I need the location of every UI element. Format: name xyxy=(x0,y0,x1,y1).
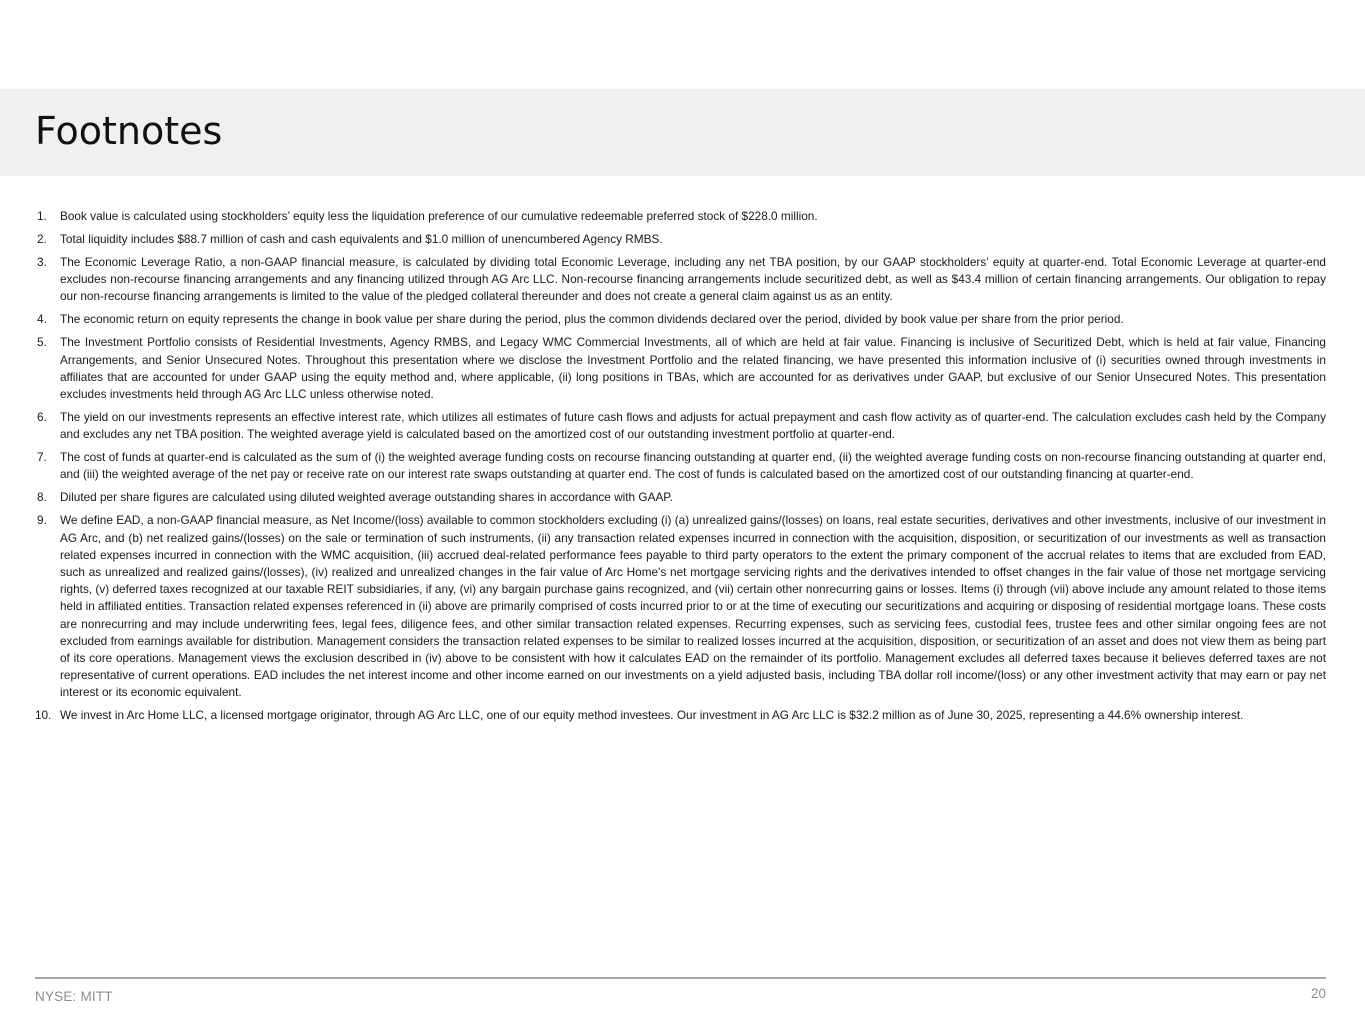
footnote-number: 3. xyxy=(37,255,47,269)
footnote-text: Total liquidity includes $88.7 million of cash and cash equivalents and $1.0 million of unencumbered Agency RMBS. xyxy=(60,232,663,246)
footnote-item xyxy=(35,311,1326,328)
page-number: 20 xyxy=(1310,986,1326,1001)
footnote-number: 10. xyxy=(35,708,52,723)
footnote-text: Diluted per share figures are calculated using diluted weighted average outstanding shares in accordance with GAAP. xyxy=(60,490,673,505)
footnote-item xyxy=(35,512,1326,701)
footnote-item xyxy=(35,334,1326,403)
footnote-item xyxy=(35,489,1326,506)
footnote-number: 8. xyxy=(37,490,47,505)
footnote-item xyxy=(35,449,1326,483)
footnote-item xyxy=(35,231,1326,248)
footnote-number: 7. xyxy=(37,450,47,465)
footnote-text: Book value is calculated using stockholders’ equity less the liquidation preference of our cumulative redeemable preferred stock of $228.0 million. xyxy=(60,209,818,223)
footnote-item xyxy=(35,208,1326,225)
footer-ticker: NYSE: MITT xyxy=(35,989,113,1004)
footnote-number: 4. xyxy=(37,312,47,327)
footnote-item xyxy=(35,707,1326,724)
footnote-item xyxy=(35,254,1326,306)
footnote-text: The cost of funds at quarter-end is calculated as the sum of (i) the weighted average funding costs on recourse financing outstanding at quarter end, (ii) the weighted average funding costs on non-recourse financing outstanding at quarter end, and (iii) the weighted average of the net pay or receive rate on our interest rate swaps outstanding at quarter end. The cost of funds is calculated based on the amortized cost of our outstanding financing at quarter-end. xyxy=(60,450,1326,482)
footnote-text: We invest in Arc Home LLC, a licensed mortgage originator, through AG Arc LLC, one of our equity method investees. Our investment in AG Arc LLC is $32.2 million as of June 30, 2025, representing a 44.6% ownership interest. xyxy=(60,708,1244,723)
page-title: Footnotes xyxy=(35,109,223,153)
footnote-text: The Investment Portfolio consists of Residential Investments, Agency RMBS, and Legacy WMC Commercial Investments, all of which are held at fair value. Financing is inclusive of Securitized Debt, which is held at fair value, Financing Arrangements, and Senior Unsecured Notes. Throughout this presentation where we disclose the Investment Portfolio and the related financing, we have presented this information inclusive of (i) securities owned through investments in affiliates that are accounted for under GAAP using the equity method and, where applicable, (ii) long positions in TBAs, which are accounted for as derivatives under GAAP, but exclusive of our Senior Unsecured Notes. This presentation excludes investments held through AG Arc LLC unless otherwise noted. xyxy=(60,335,1326,402)
footer-divider xyxy=(35,977,1326,979)
footnote-number: 6. xyxy=(37,410,47,425)
footnote-number: 9. xyxy=(37,513,47,528)
footnote-text: We define EAD, a non-GAAP financial measure, as Net Income/(loss) available to common stockholders excluding (i) (a) unrealized gains/(losses) on loans, real estate securities, derivatives and other investments, inclusive of our investment in AG Arc, and (b) net realized gains/(losses) on the sale or termination of such instruments, (ii) any transaction related expenses incurred in connection with the acquisition, disposition, or securitization of our investments as well as transaction related expenses incurred in connection with the WMC acquisition, (iii) accrued deal-related performance fees payable to third party operators to the extent the primary component of the accrual relates to items that are excluded from EAD, such as unrealized and realized gains/(losses), (iv) realized and unrealized changes in the fair value of Arc Home's net mortgage servicing rights and the derivatives intended to offset changes in the fair value of those net mortgage servicing rights, (v) deferred taxes recognized at our taxable REIT subsidiaries, if any, (vi) any bargain purchase gains recognized, and (vii) certain other nonrecurring gains or losses. Items (i) through (vii) above include any amount related to those items held in affiliated entities. Transaction related expenses referenced in (ii) above are primarily comprised of costs incurred prior to or at the time of executing our securitizations and acquiring or disposing of residential mortgage loans. These costs are nonrecurring and may include underwriting fees, legal fees, diligence fees, and other similar transaction related expenses. Recurring expenses, such as servicing fees, custodial fees, trustee fees and other similar ongoing fees are not excluded from earnings available for distribution. Management considers the transaction related expenses to be similar to realized losses incurred at the acquisition, disposition, or securitization of an asset and does not view them as being part of its core operations. Management views the exclusion described in (iv) above to be consistent with how it calculates EAD on the remainder of its portfolio. Management excludes all deferred taxes because it believes deferred taxes are not representative of current operations. EAD includes the net interest income and other income earned on our investments on a yield adjusted basis, including TBA dollar roll income/(loss) or any other investment activity that may earn or pay net interest or its economic equivalent. xyxy=(60,513,1326,700)
footnotes-list xyxy=(35,208,1326,730)
footnote-number: 2. xyxy=(37,232,47,246)
footnote-item xyxy=(35,409,1326,443)
footnote-text: The economic return on equity represents the change in book value per share during the period, plus the common dividends declared over the period, divided by book value per share from the prior period. xyxy=(60,312,1124,327)
footnote-text: The yield on our investments represents an effective interest rate, which utilizes all estimates of future cash flows and adjusts for actual prepayment and cash flow activity as of quarter-end. The calculation excludes cash held by the Company and excludes any net TBA position. The weighted average yield is calculated based on the amortized cost of our outstanding investment portfolio at quarter-end. xyxy=(60,410,1326,442)
footnote-text: The Economic Leverage Ratio, a non-GAAP financial measure, is calculated by dividing total Economic Leverage, including any net TBA position, by our GAAP stockholders’ equity at quarter-end. Total Economic Leverage at quarter-end excludes non-recourse financing arrangements and any financing utilized through AG Arc LLC. Non-recourse financing arrangements include securitized debt, as well as $43.4 million of certain financing arrangements. Our obligation to repay our non-recourse financing arrangements is limited to the value of the pledged collateral thereunder and does not create a general claim against us as an entity. xyxy=(60,255,1326,304)
footnote-number: 1. xyxy=(37,209,47,223)
footnote-number: 5. xyxy=(37,335,47,350)
